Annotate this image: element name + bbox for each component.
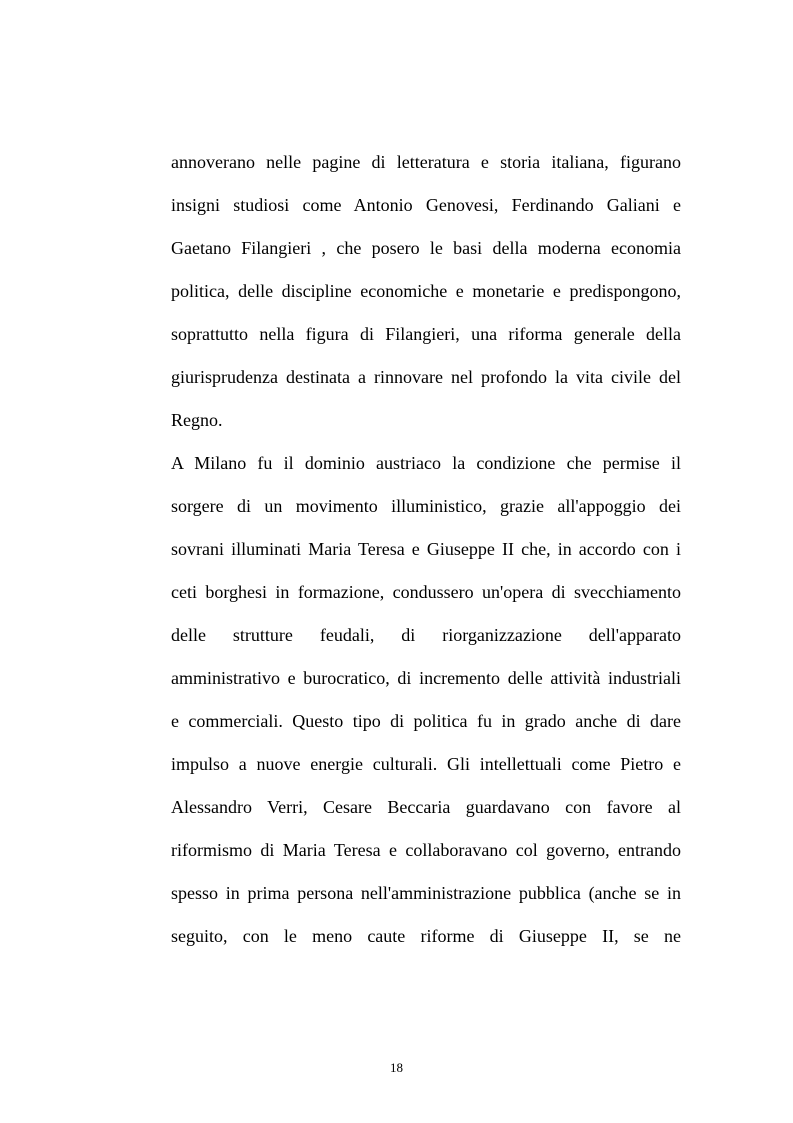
text-line: sovrani illuminati Maria Teresa e Giuseppe II che, in accordo con i xyxy=(171,539,681,559)
body-text xyxy=(171,146,681,963)
text-line: annoverano nelle pagine di letteratura e storia italiana, figurano xyxy=(171,152,681,172)
text-line: sorgere di un movimento illuministico, grazie all'appoggio dei xyxy=(171,496,681,516)
text-line: delle strutture feudali, di riorganizzazione dell'apparato xyxy=(171,625,681,645)
text-line: e commerciali. Questo tipo di politica fu in grado anche di dare xyxy=(171,711,681,731)
text-line: ceti borghesi in formazione, condussero un'opera di svecchiamento xyxy=(171,582,681,602)
text-line: seguito, con le meno caute riforme di Giuseppe II, se ne xyxy=(171,926,681,946)
text-line: amministrativo e burocratico, di incremento delle attività industriali xyxy=(171,668,681,688)
text-line: Regno. xyxy=(171,410,223,430)
text-line: spesso in prima persona nell'amministrazione pubblica (anche se in xyxy=(171,883,681,903)
text-line: soprattutto nella figura di Filangieri, una riforma generale della xyxy=(171,324,681,344)
text-line: impulso a nuove energie culturali. Gli intellettuali come Pietro e xyxy=(171,754,681,774)
text-line: Alessandro Verri, Cesare Beccaria guardavano con favore al xyxy=(171,797,681,817)
text-line: politica, delle discipline economiche e monetarie e predispongono, xyxy=(171,281,681,301)
text-line: riformismo di Maria Teresa e collaboravano col governo, entrando xyxy=(171,840,681,860)
text-line: insigni studiosi come Antonio Genovesi, Ferdinando Galiani e xyxy=(171,195,681,215)
text-line: A Milano fu il dominio austriaco la condizione che permise il xyxy=(171,453,681,473)
page-number: 18 xyxy=(390,1060,403,1075)
text-line: Gaetano Filangieri , che posero le basi della moderna economia xyxy=(171,238,681,258)
text-line: giurisprudenza destinata a rinnovare nel profondo la vita civile del xyxy=(171,367,681,387)
